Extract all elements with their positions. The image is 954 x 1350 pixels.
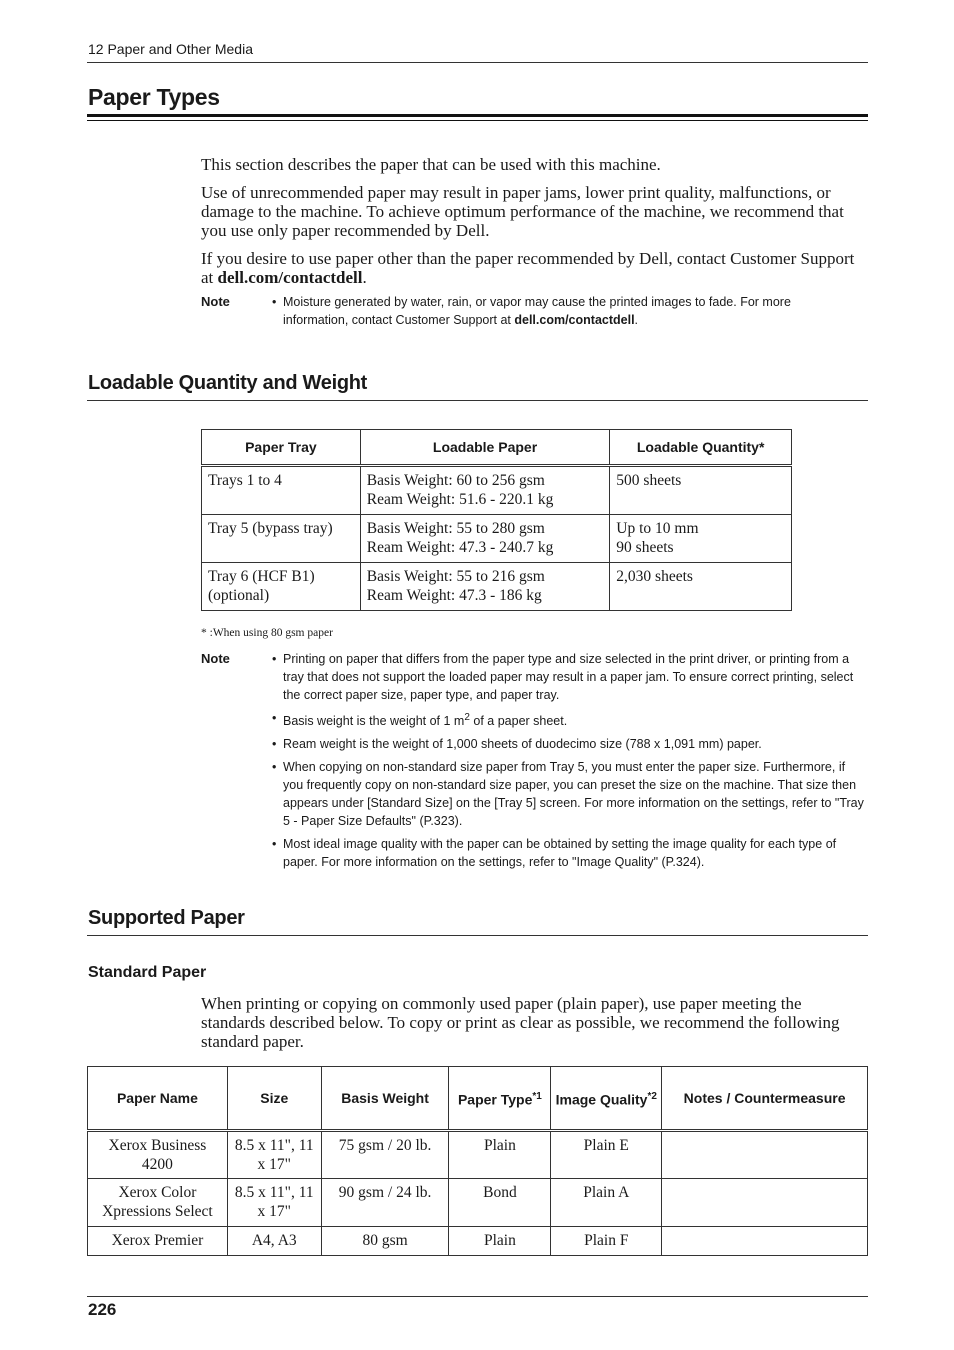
col-header-notes: Notes / Countermeasure [662,1067,868,1131]
cell-quantity [610,515,792,563]
cell-image-quality: Plain F [551,1227,662,1256]
cell-basis-weight: 80 gsm [321,1227,449,1256]
cell-qty-line: Up to 10 mm [616,520,699,537]
note-item: • When copying on non-standard size paper from Tray 5, you must enter the paper size. Furthermore, if you frequently copy on non-standard size paper, you can preset the size on the machine. That size then appears under [Standard Size] on the [Tray 5] screen. For more information on the settings, refer to "Tray 5 - Paper Size Defaults" (P.323). [272,758,868,830]
superscript: 2 [464,712,470,723]
col-header-paper-tray: Paper Tray [202,430,361,466]
footer-rule [87,1296,868,1297]
header-text: Paper Type [457,1091,533,1108]
cell-paper-type: Plain [449,1227,551,1256]
intro-p3-suffix: . [362,268,367,287]
page-number: 226 [88,1300,117,1319]
table-footnote: * :When using 80 gsm paper [201,627,333,639]
standard-paper-intro [201,994,867,1060]
table-row [202,466,792,515]
intro-paragraph-1: This section describes the paper that can be used with this machine. [201,155,661,174]
col-header-image-quality [551,1067,662,1131]
note-item [272,709,868,730]
col-header-loadable-paper: Loadable Paper [360,430,610,466]
note-label: Note [201,294,230,309]
intro-paragraph-2: Use of unrecommended paper may result in paper jams, lower print quality, malfunctions, or damage to the machine. To achieve optimum performance of the machine, we recommend that you use only paper recommended by Dell. [201,183,844,240]
note-1-text: Moisture generated by water, rain, or vapor may cause the printed images to fade. For more information, contact Customer Support at [283,295,791,327]
intro-block [201,155,867,296]
note-item: • Most ideal image quality with the paper can be obtained by setting the image quality for each type of paper. For more information on the settings, refer to "Image Quality" (P.324). [272,835,868,871]
header-text: Image Quality [555,1091,648,1108]
section-heading-supported: Supported Paper [88,907,245,929]
cell-paper-name: Xerox Premier [88,1227,228,1256]
cell-notes [662,1131,868,1179]
col-header-paper-type [449,1067,551,1131]
table-header-row [202,430,792,466]
note-1 [272,293,832,334]
table-row [88,1179,868,1227]
cell-basis: Basis Weight: 55 to 216 gsm [366,568,545,585]
cell-qty-line: 2,030 sheets [616,568,693,585]
cell-ream: Ream Weight: 51.6 - 220.1 kg [366,491,554,508]
section-rule [87,935,868,936]
cell-paper [360,515,610,563]
table-row [88,1131,868,1179]
note-text: Basis weight is the weight of 1 m [283,714,465,729]
cell-paper-type: Plain [449,1131,551,1179]
cell-paper-name: Xerox Business 4200 [88,1131,228,1179]
support-link-note[interactable]: dell.com/contactdell [514,313,635,327]
loadable-table [201,429,792,611]
cell-notes [662,1179,868,1227]
cell-quantity [610,563,792,611]
cell-ream: Ream Weight: 47.3 - 240.7 kg [366,539,554,556]
cell-image-quality: Plain A [551,1179,662,1227]
cell-ream: Ream Weight: 47.3 - 186 kg [366,587,542,604]
header-rule [87,62,868,63]
cell-size: 8.5 x 11", 11 x 17" [227,1131,321,1179]
cell-paper [360,563,610,611]
note-1-item [272,293,832,329]
col-header-size: Size [227,1067,321,1131]
running-header: 12 Paper and Other Media [88,41,253,57]
superscript: *1 [532,1090,542,1102]
col-header-loadable-quantity: Loadable Quantity* [610,430,792,466]
cell-tray: Trays 1 to 4 [202,466,361,515]
cell-paper [360,466,610,515]
cell-size: 8.5 x 11", 11 x 17" [227,1179,321,1227]
cell-paper-type: Bond [449,1179,551,1227]
intro-p3-text: If you desire to use paper other than the paper recommended by Dell, contact Customer Support at [201,249,855,287]
intro-paragraph-3 [201,249,867,287]
note-item: • Ream weight is the weight of 1,000 sheets of duodecimo size (788 x 1,091 mm) paper. [272,735,868,753]
cell-size: A4, A3 [227,1227,321,1256]
superscript: *2 [647,1090,657,1102]
table-row [88,1227,868,1256]
cell-basis-weight: 90 gsm / 24 lb. [321,1179,449,1227]
table-row [202,515,792,563]
note-2 [272,650,868,876]
note-1-suffix: . [634,313,639,327]
cell-qty-line: 500 sheets [616,472,682,489]
cell-basis: Basis Weight: 55 to 280 gsm [366,520,545,537]
cell-basis: Basis Weight: 60 to 256 gsm [366,472,545,489]
standard-paper-paragraph: When printing or copying on commonly used paper (plain paper), use paper meeting the standards described below. To copy or print as clear as possible, we recommend the following standard paper. [201,994,840,1051]
support-link[interactable]: dell.com/contactdell [217,268,363,287]
cell-basis-weight: 75 gsm / 20 lb. [321,1131,449,1179]
cell-image-quality: Plain E [551,1131,662,1179]
cell-qty-line: 90 sheets [616,539,674,556]
subheading-standard-paper: Standard Paper [88,964,207,981]
note-item: • Printing on paper that differs from the paper type and size selected in the print driver, or printing from a tray that does not support the loaded paper may result in a paper jam. To ensure correct printing, select the correct paper size, paper type, and paper tray. [272,650,868,704]
standard-paper-table [87,1066,868,1256]
title-rule [87,114,868,121]
section-rule [87,400,868,401]
cell-paper-name: Xerox Color Xpressions Select [88,1179,228,1227]
table-header-row [88,1067,868,1131]
cell-tray: Tray 6 (HCF B1) (optional) [202,563,361,611]
col-header-basis-weight: Basis Weight [321,1067,449,1131]
cell-tray: Tray 5 (bypass tray) [202,515,361,563]
col-header-paper-name: Paper Name [88,1067,228,1131]
table-row [202,563,792,611]
page-title: Paper Types [88,84,220,110]
section-heading-loadable: Loadable Quantity and Weight [88,372,368,394]
cell-quantity [610,466,792,515]
note-text: of a paper sheet. [473,714,568,729]
cell-notes [662,1227,868,1256]
note-label: Note [201,651,230,666]
